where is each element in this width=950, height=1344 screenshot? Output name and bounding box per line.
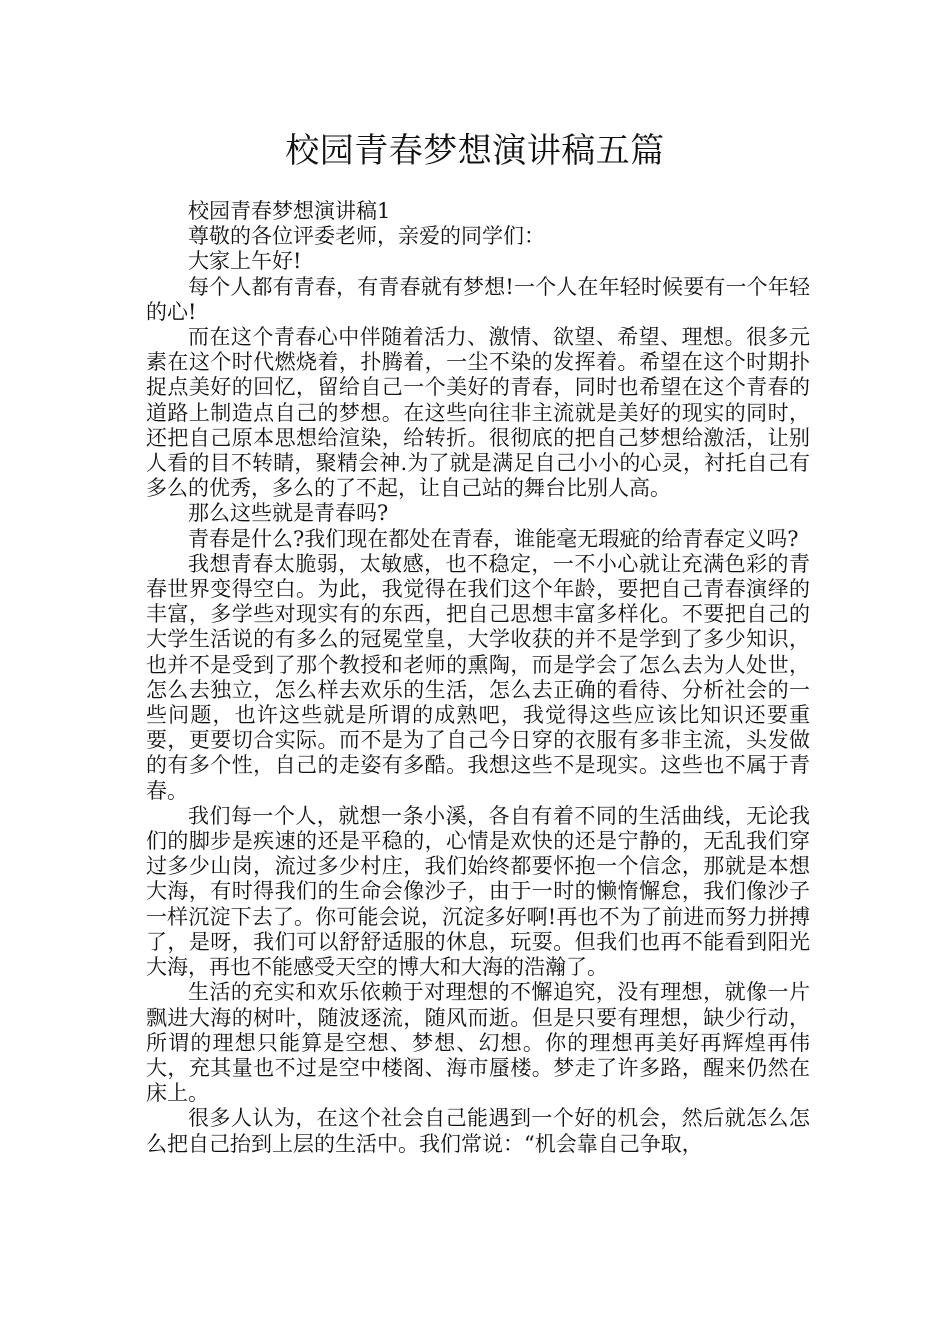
paragraph-greeting: 大家上午好! [188,249,302,274]
paragraph: 而在这个青春心中伴随着活力、激情、欲望、希望、理想。很多元素在这个时代燃烧着，扑腾着，一尘不染的发挥着。希望在这个时期扑捉点美好的回忆，留给自己一个美好的青春，同时也希望在这个青春的道路上制造点自己的梦想。在这些向往非主流就是美好的现实的同时，还把自己原本思想给渲染，给转折。很彻底的把自己梦想给激活，让别人看的目不转睛，聚精会神.为了就是满足自己小小的心灵，衬托自己有多么的优秀，多么的了不起，让自己站的舞台比别人高。 [146,325,810,501]
paragraph-speech-heading: 校园青春梦想演讲稿1 [188,199,391,223]
paragraph: 青春是什么?我们现在都处在青春，谁能毫无瑕疵的给青春定义吗? [188,526,799,551]
paragraph: 我想青春太脆弱，太敏感，也不稳定，一不小心就让充满色彩的青春世界变得空白。为此，我觉得在我们这个年龄，要把自己青春演绎的丰富，多学些对现实有的东西，把自己思想丰富多样化。不要把自己的大学生活说的有多么的冠冕堂皇，大学收获的并不是学到了多少知识，也并不是受到了那个教授和老师的熏陶，而是学会了怎么去为人处世，怎么去独立，怎么样去欢乐的生活，怎么去正确的看待、分析社会的一些问题，也许这些就是所谓的成熟吧，我觉得这些应该比知识还要重要，更要切合实际。而不是为了自己今日穿的衣服有多非主流，头发做的有多个性，自己的走姿有多酷。我想这些不是现实。这些也不属于青春。 [146,551,810,803]
document-body [146,199,810,1157]
paragraph: 生活的充实和欢乐依赖于对理想的不懈追究，没有理想，就像一片飘进大海的树叶，随波逐流，随风而逝。但是只要有理想，缺少行动，所谓的理想只能算是空想、梦想、幻想。你的理想再美好再辉煌再伟大，充其量也不过是空中楼阁、海市蜃楼。梦走了许多路，醒来仍然在床上。 [146,980,810,1106]
paragraph: 很多人认为，在这个社会自己能遇到一个好的机会，然后就怎么怎么把自己抬到上层的生活中。我们常说：“机会靠自己争取， [146,1106,810,1156]
paragraph: 每个人都有青春，有青春就有梦想!一个人在年轻时候要有一个年轻的心! [146,274,810,324]
document-title: 校园青春梦想演讲稿五篇 [285,131,665,171]
paragraph: 那么这些就是青春吗? [188,501,389,526]
paragraph-salutation: 尊敬的各位评委老师，亲爱的同学们： [188,224,545,249]
paragraph: 我们每一个人，就想一条小溪，各自有着不同的生活曲线，无论我们的脚步是疾速的还是平稳的，心情是欢快的还是宁静的，无乱我们穿过多少山岗，流过多少村庄，我们始终都要怀抱一个信念，那就是本想大海，有时得我们的生命会像沙子，由于一时的懒惰懈怠，我们像沙子一样沉淀下去了。你可能会说，沉淀多好啊!再也不为了前进而努力拼搏了，是呀，我们可以舒舒适服的休息，玩耍。但我们也再不能看到阳光大海，再也不能感受天空的博大和大海的浩瀚了。 [146,803,810,980]
